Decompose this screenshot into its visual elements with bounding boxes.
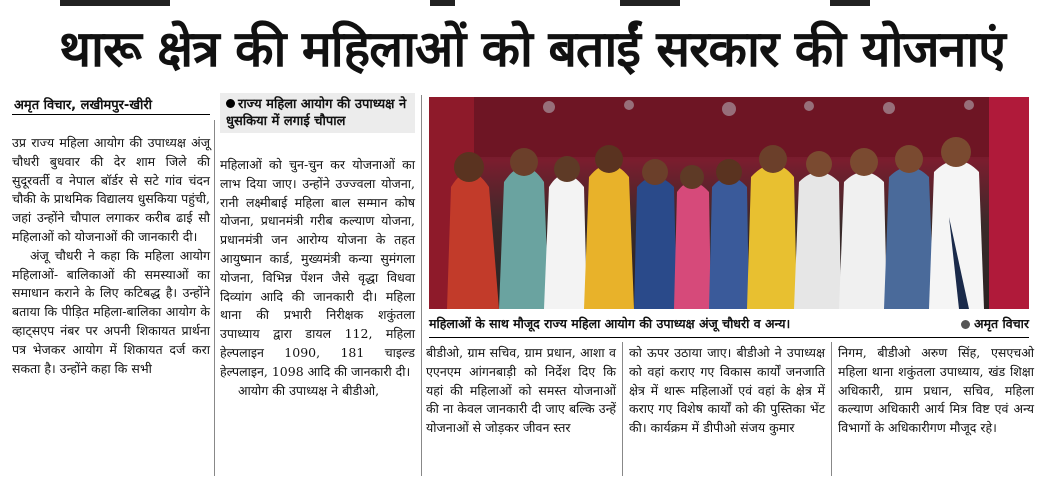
column-divider (831, 342, 832, 476)
clipped-top-strip (0, 0, 1061, 8)
article-column-5 (838, 344, 1034, 438)
article-column-4 (629, 344, 825, 438)
byline: अमृत विचार, लखीमपुर-खीरी (14, 98, 153, 113)
subhead-text: राज्य महिला आयोग की उपाध्यक्ष ने धुसकिया में लगाई चौपाल (226, 97, 407, 129)
photo-credit (961, 312, 1029, 336)
column-divider (214, 120, 215, 476)
headline: थारू क्षेत्र की महिलाओं को बताईं सरकार की योजनाएं (59, 20, 1005, 78)
paragraph: महिलाओं को चुन-चुन कर योजनाओं का लाभ दिया जाए। उन्होंने उज्ज्वला योजना, रानी लक्ष्मीबाई महिला बाल सम्मान कोष योजना, प्रधानमंत्री गरीब कल्याण योजना, प्रधानमंत्री जन आरोग्य योजना के तहत आयुष्मान कार्ड, मुख्यमंत्री कन्या सुमंगला योजना, विभिन्न पेंशन जैसे वृद्धा विधवा दिव्यांग आदि की जानकारी दी। महिला थाना की प्रभारी निरीक्षक शकुंतला उपाध्याय द्वारा डायल 112, महिला हेल्पलाइन 1090, 181 चाइल्ड हेल्पलाइन, 1098 आदि की जानकारी दी। (220, 157, 415, 379)
column-divider (421, 95, 422, 476)
article-column-3 (426, 344, 616, 438)
article-column-2 (220, 156, 415, 400)
caption-text: महिलाओं के साथ मौजूद राज्य महिला आयोग की उपाध्यक्ष अंजू चौधरी व अन्य। (429, 316, 791, 331)
byline-rule (12, 114, 210, 115)
bullet-icon (226, 99, 235, 108)
paragraph: निगम, बीडीओ अरुण सिंह, एसएचओ महिला थाना शकुंतला उपाध्याय, खंड शिक्षा अधिकारी, ग्राम प्रधान, सचिव, महिला कल्याण अधिकारी आर्य मित्र विष्ट एवं अन्य विभागों के अधिकारीगण मौजूद रहे। (838, 345, 1034, 436)
photo-caption (429, 312, 1029, 336)
photo-credit-text: अमृत विचार (974, 316, 1029, 331)
group-photo-illustration (429, 97, 1029, 309)
caption-rule (429, 337, 1029, 338)
subhead (220, 93, 415, 133)
paragraph: उप्र राज्य महिला आयोग की उपाध्यक्ष अंजू चौधरी बुधवार की देर शाम जिले की सुदूरवर्ती व नेपाल बॉर्डर से सटे गांव चंदन चौकी के प्राथमिक विद्यालय धुसकिया पहुंची, जहां उन्होंने चौपाल लगाकर करीब ढाई सौ महिलाओं को योजनाओं की जानकारी दी। (12, 135, 210, 244)
paragraph: आयोग की उपाध्यक्ष ने बीडीओ, (238, 382, 380, 398)
bullet-icon (961, 320, 970, 329)
column-divider (622, 342, 623, 476)
news-photo (429, 97, 1029, 309)
paragraph: अंजू चौधरी ने कहा कि महिला आयोग महिलाओं- बालिकाओं की समस्याओं का समाधान कराने के लिए कटिबद्ध है। उन्होंने बताया कि पीड़ित महिला-बालिका आयोग के व्हाट्सएप नंबर पर अपनी शिकायत प्रार्थना पत्र भेजकर आयोग में शिकायत दर्ज करा सकता है। उन्होंने कहा कि सभी (12, 247, 210, 376)
paragraph: को ऊपर उठाया जाए। बीडीओ ने उपाध्यक्ष को वहां कराए गए विकास कार्यों जनजाति क्षेत्र में थारू महिलाओं एवं वहां के क्षेत्र में कराए गए विशेष कार्यों को की पुस्तिका भेंट की। कार्यक्रम में डीपीओ संजय कुमार (629, 345, 825, 436)
article-column-1 (12, 134, 210, 378)
paragraph: बीडीओ, ग्राम सचिव, ग्राम प्रधान, आशा व एएनएम आंगनबाड़ी को निर्देश दिए कि यहां की महिलाओं को समस्त योजनाओं की ना केवल जानकारी दी जाए बल्कि उन्हें योजनाओं से जोड़कर जीवन स्तर (426, 345, 616, 436)
